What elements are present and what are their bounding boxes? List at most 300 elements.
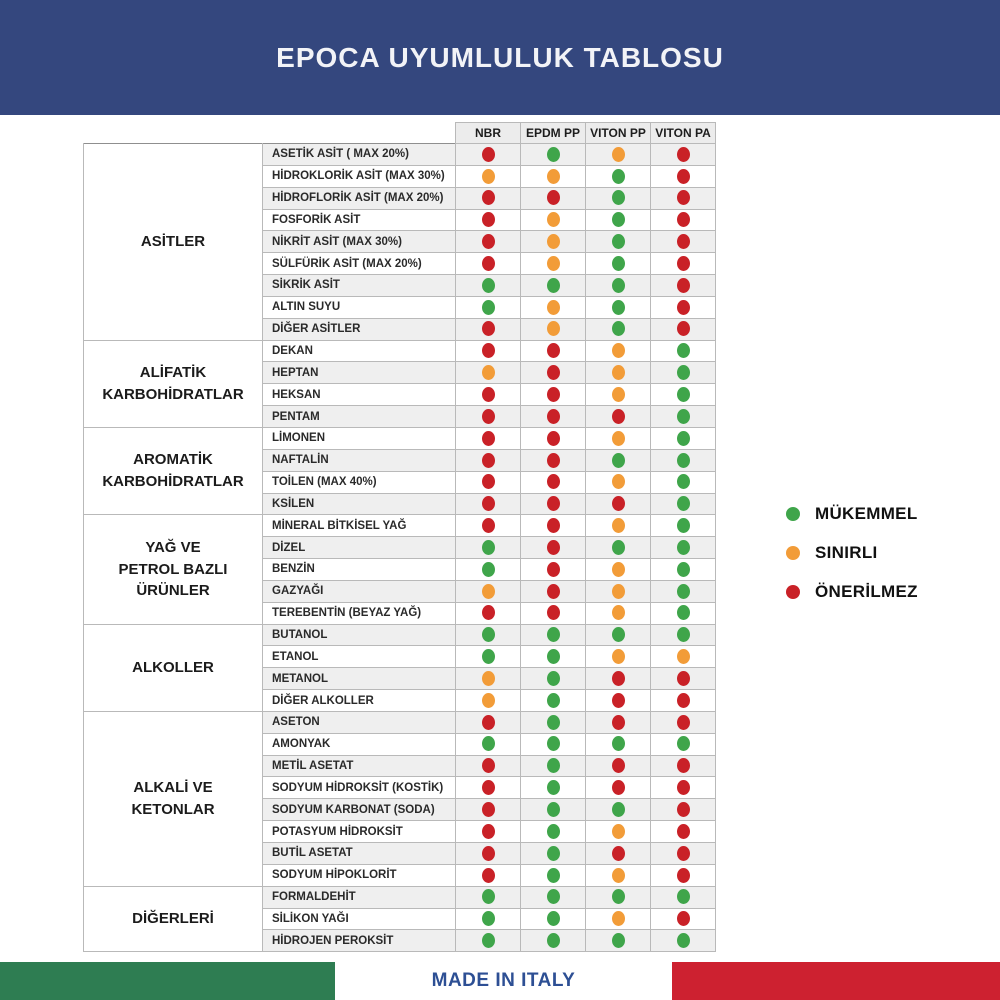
category-label: KARBOHİDRATLAR (102, 473, 244, 491)
compat-dot-orange (612, 824, 625, 839)
compat-dot-red (547, 584, 560, 599)
legend-item (786, 543, 918, 563)
compat-dot-red (547, 474, 560, 489)
compat-dot-red (547, 605, 560, 620)
compatibility-cell (651, 406, 716, 428)
legend-dot-orange (786, 546, 800, 560)
compatibility-cell (456, 821, 521, 843)
compatibility-cell (651, 493, 716, 515)
compat-dot-red (482, 343, 495, 358)
compatibility-cell (521, 384, 586, 406)
category-cell (84, 515, 263, 624)
compat-dot-green (677, 343, 690, 358)
compat-dot-red (482, 715, 495, 730)
chemical-name-cell: SİLİKON YAĞI (263, 908, 456, 930)
compat-dot-green (677, 474, 690, 489)
compatibility-cell (456, 602, 521, 624)
compatibility-cell (586, 559, 651, 581)
compat-dot-green (612, 933, 625, 948)
compatibility-cell (521, 843, 586, 865)
compat-dot-orange (482, 584, 495, 599)
compat-dot-green (612, 300, 625, 315)
legend-item (786, 504, 918, 524)
compatibility-cell (456, 493, 521, 515)
chemical-name-cell: HİDROFLORİK ASİT (MAX 20%) (263, 187, 456, 209)
legend-item (786, 582, 918, 602)
compatibility-cell (651, 515, 716, 537)
compatibility-cell (586, 821, 651, 843)
compat-dot-red (547, 540, 560, 555)
compatibility-cell (456, 209, 521, 231)
compat-dot-green (612, 190, 625, 205)
compatibility-cell (586, 253, 651, 275)
header-spacer-category (84, 123, 263, 144)
compat-dot-orange (612, 911, 625, 926)
compat-dot-red (677, 278, 690, 293)
compat-dot-green (482, 562, 495, 577)
compatibility-cell (456, 886, 521, 908)
compat-dot-green (547, 933, 560, 948)
compatibility-cell (521, 493, 586, 515)
compat-dot-red (547, 431, 560, 446)
compatibility-cell (651, 602, 716, 624)
compat-dot-green (612, 234, 625, 249)
chemical-name-cell: ETANOL (263, 646, 456, 668)
chemical-name-cell: BUTANOL (263, 624, 456, 646)
header-spacer-chemical (263, 123, 456, 144)
category-label: AROMATİK (133, 451, 213, 469)
compatibility-cell (651, 690, 716, 712)
compatibility-cell (586, 275, 651, 297)
compatibility-cell (456, 427, 521, 449)
compatibility-cell (456, 711, 521, 733)
compatibility-cell (521, 908, 586, 930)
table-row (84, 427, 716, 449)
made-in-italy-label: MADE IN ITALY (335, 962, 672, 1000)
compatibility-cell (456, 275, 521, 297)
compat-dot-green (547, 693, 560, 708)
compatibility-cell (456, 580, 521, 602)
compatibility-cell (651, 711, 716, 733)
chemical-name-cell: METİL ASETAT (263, 755, 456, 777)
compatibility-cell (651, 864, 716, 886)
compatibility-cell (586, 144, 651, 166)
compatibility-cell (456, 843, 521, 865)
compatibility-cell (586, 886, 651, 908)
compat-dot-green (612, 278, 625, 293)
compat-dot-red (547, 562, 560, 577)
compat-dot-green (677, 387, 690, 402)
compatibility-cell (456, 187, 521, 209)
compat-dot-orange (612, 343, 625, 358)
compat-dot-red (612, 671, 625, 686)
compat-dot-red (612, 715, 625, 730)
compat-dot-orange (677, 649, 690, 664)
category-label: ASİTLER (140, 232, 206, 250)
compat-dot-green (677, 605, 690, 620)
compatibility-cell (456, 253, 521, 275)
compat-dot-red (482, 474, 495, 489)
category-label: ALKOLLER (132, 658, 214, 676)
compatibility-cell (586, 231, 651, 253)
compatibility-cell (651, 908, 716, 930)
compat-dot-green (677, 431, 690, 446)
compat-dot-red (612, 780, 625, 795)
compatibility-cell (586, 755, 651, 777)
compat-dot-green (547, 802, 560, 817)
compat-dot-red (482, 409, 495, 424)
compat-dot-red (677, 693, 690, 708)
compat-dot-red (547, 496, 560, 511)
compat-dot-green (547, 780, 560, 795)
compat-dot-red (677, 758, 690, 773)
compatibility-cell (456, 864, 521, 886)
compatibility-cell (586, 296, 651, 318)
compat-dot-green (482, 911, 495, 926)
compat-dot-red (677, 671, 690, 686)
chemical-name-cell: SODYUM KARBONAT (SODA) (263, 799, 456, 821)
column-header-nbr: NBR (456, 123, 521, 144)
category-cell (84, 427, 263, 514)
compat-dot-orange (547, 234, 560, 249)
compat-dot-red (677, 234, 690, 249)
chemical-name-cell: SODYUM HİDROKSİT (KOSTİK) (263, 777, 456, 799)
compatibility-cell (586, 427, 651, 449)
chemical-name-cell: FOSFORİK ASİT (263, 209, 456, 231)
compat-dot-orange (612, 147, 625, 162)
compatibility-cell (586, 537, 651, 559)
compat-dot-red (612, 496, 625, 511)
compat-dot-red (482, 605, 495, 620)
compatibility-cell (521, 668, 586, 690)
table-row (84, 711, 716, 733)
compatibility-cell (521, 777, 586, 799)
compat-dot-green (612, 802, 625, 817)
compatibility-cell (586, 777, 651, 799)
legend-label: MÜKEMMEL (815, 504, 918, 523)
compatibility-cell (521, 537, 586, 559)
compatibility-cell (456, 406, 521, 428)
compat-dot-red (482, 868, 495, 883)
compatibility-cell (651, 559, 716, 581)
compat-dot-red (677, 212, 690, 227)
compat-dot-red (482, 518, 495, 533)
compatibility-cell (521, 340, 586, 362)
compatibility-cell (586, 580, 651, 602)
compatibility-cell (586, 340, 651, 362)
compatibility-cell (651, 821, 716, 843)
compat-dot-orange (612, 649, 625, 664)
compatibility-cell (586, 799, 651, 821)
compat-dot-green (677, 518, 690, 533)
compatibility-cell (651, 209, 716, 231)
compatibility-cell (651, 187, 716, 209)
compatibility-cell (651, 624, 716, 646)
chemical-name-cell: AMONYAK (263, 733, 456, 755)
compat-dot-red (482, 212, 495, 227)
compat-dot-green (547, 736, 560, 751)
compat-dot-green (482, 933, 495, 948)
compat-dot-green (612, 540, 625, 555)
compatibility-cell (456, 908, 521, 930)
compat-dot-green (482, 649, 495, 664)
chemical-name-cell: GAZYAĞI (263, 580, 456, 602)
table-row (84, 515, 716, 537)
italy-flag-red-stripe (672, 962, 1000, 1000)
compatibility-table (83, 122, 716, 952)
legend-label: ÖNERİLMEZ (815, 582, 918, 601)
category-label: KETONLAR (131, 800, 215, 818)
compatibility-cell (586, 624, 651, 646)
compat-dot-orange (482, 365, 495, 380)
chemical-name-cell: DİZEL (263, 537, 456, 559)
category-cell (84, 144, 263, 341)
compatibility-cell (521, 144, 586, 166)
compat-dot-green (612, 453, 625, 468)
chemical-name-cell: POTASYUM HİDROKSİT (263, 821, 456, 843)
compat-dot-orange (612, 605, 625, 620)
compatibility-cell (521, 471, 586, 493)
compat-dot-green (677, 453, 690, 468)
legend-dot-red (786, 585, 800, 599)
compatibility-cell (651, 165, 716, 187)
compatibility-cell (456, 537, 521, 559)
compat-dot-red (677, 256, 690, 271)
legend (786, 504, 918, 621)
chemical-name-cell: HİDROKLORİK ASİT (MAX 30%) (263, 165, 456, 187)
compatibility-cell (521, 580, 586, 602)
compatibility-cell (456, 362, 521, 384)
compatibility-cell (586, 493, 651, 515)
compat-dot-green (677, 365, 690, 380)
compat-dot-green (547, 846, 560, 861)
compatibility-cell (586, 384, 651, 406)
category-cell (84, 624, 263, 711)
column-header-viton-pp: VITON PP (586, 123, 651, 144)
compat-dot-red (612, 409, 625, 424)
compat-dot-green (677, 562, 690, 577)
compat-dot-red (677, 147, 690, 162)
category-cell (84, 711, 263, 886)
compat-dot-orange (482, 693, 495, 708)
compatibility-cell (521, 515, 586, 537)
compatibility-cell (456, 144, 521, 166)
compat-dot-green (482, 540, 495, 555)
compatibility-cell (586, 930, 651, 952)
compatibility-cell (456, 165, 521, 187)
chemical-name-cell: NİKRİT ASİT (MAX 30%) (263, 231, 456, 253)
compat-dot-orange (612, 474, 625, 489)
compatibility-cell (456, 340, 521, 362)
compat-dot-green (482, 300, 495, 315)
chemical-name-cell: DİĞER ALKOLLER (263, 690, 456, 712)
table-row (84, 886, 716, 908)
compatibility-cell (586, 843, 651, 865)
chemical-name-cell: TEREBENTİN (BEYAZ YAĞ) (263, 602, 456, 624)
category-label: ALKALİ VE (133, 779, 213, 797)
compat-dot-red (482, 453, 495, 468)
compat-dot-red (482, 824, 495, 839)
compatibility-cell (651, 362, 716, 384)
compatibility-cell (521, 646, 586, 668)
compatibility-cell (651, 646, 716, 668)
compat-dot-green (482, 736, 495, 751)
compatibility-cell (651, 231, 716, 253)
category-cell (84, 886, 263, 952)
table-header-row (84, 123, 716, 144)
chemical-name-cell: ALTIN SUYU (263, 296, 456, 318)
compatibility-cell (521, 799, 586, 821)
compat-dot-orange (547, 169, 560, 184)
compatibility-cell (521, 864, 586, 886)
category-label: DİĞERLERİ (132, 910, 214, 928)
table-header (84, 123, 716, 144)
compatibility-cell (586, 449, 651, 471)
chemical-name-cell: HİDROJEN PEROKSİT (263, 930, 456, 952)
chemical-name-cell: FORMALDEHİT (263, 886, 456, 908)
compatibility-cell (651, 144, 716, 166)
category-label: ALİFATİK (139, 364, 207, 382)
compat-dot-red (677, 715, 690, 730)
chemical-name-cell: ASETİK ASİT ( MAX 20%) (263, 144, 456, 166)
compat-dot-red (482, 256, 495, 271)
compatibility-cell (651, 799, 716, 821)
compat-dot-red (547, 409, 560, 424)
compatibility-cell (651, 253, 716, 275)
compatibility-cell (521, 733, 586, 755)
chemical-name-cell: DEKAN (263, 340, 456, 362)
chemical-name-cell: SODYUM HİPOKLORİT (263, 864, 456, 886)
compatibility-cell (456, 515, 521, 537)
chemical-name-cell: HEKSAN (263, 384, 456, 406)
compat-dot-red (677, 802, 690, 817)
compatibility-cell (521, 318, 586, 340)
compatibility-cell (521, 275, 586, 297)
compat-dot-red (482, 387, 495, 402)
compat-dot-green (677, 409, 690, 424)
compat-dot-green (677, 496, 690, 511)
compat-dot-red (547, 387, 560, 402)
compat-dot-green (547, 671, 560, 686)
compatibility-cell (521, 209, 586, 231)
compatibility-cell (651, 275, 716, 297)
compatibility-cell (521, 231, 586, 253)
compatibility-cell (586, 864, 651, 886)
compat-dot-green (677, 627, 690, 642)
compatibility-cell (651, 340, 716, 362)
chemical-name-cell: NAFTALİN (263, 449, 456, 471)
compat-dot-red (482, 190, 495, 205)
chemical-name-cell: DİĞER ASİTLER (263, 318, 456, 340)
compat-dot-green (547, 889, 560, 904)
compat-dot-red (482, 321, 495, 336)
compatibility-cell (651, 886, 716, 908)
compatibility-cell (651, 777, 716, 799)
compat-dot-green (612, 169, 625, 184)
compat-dot-red (547, 453, 560, 468)
compat-dot-green (677, 584, 690, 599)
compat-dot-green (612, 889, 625, 904)
compatibility-cell (456, 231, 521, 253)
compat-dot-red (612, 758, 625, 773)
compat-dot-orange (547, 321, 560, 336)
chemical-name-cell: MİNERAL BİTKİSEL YAĞ (263, 515, 456, 537)
compatibility-cell (651, 733, 716, 755)
compat-dot-red (482, 147, 495, 162)
compat-dot-green (612, 321, 625, 336)
compatibility-cell (521, 624, 586, 646)
compat-dot-green (482, 627, 495, 642)
compat-dot-green (677, 736, 690, 751)
compat-dot-red (612, 693, 625, 708)
compat-dot-orange (612, 584, 625, 599)
chemical-name-cell: HEPTAN (263, 362, 456, 384)
compatibility-cell (651, 537, 716, 559)
compat-dot-green (612, 736, 625, 751)
compatibility-cell (456, 471, 521, 493)
compat-dot-orange (612, 868, 625, 883)
compat-dot-green (547, 758, 560, 773)
compatibility-cell (586, 406, 651, 428)
chemical-name-cell: KSİLEN (263, 493, 456, 515)
chemical-name-cell: METANOL (263, 668, 456, 690)
compat-dot-green (547, 911, 560, 926)
compat-dot-orange (482, 671, 495, 686)
compatibility-cell (586, 668, 651, 690)
compatibility-cell (456, 449, 521, 471)
compatibility-cell (521, 559, 586, 581)
column-header-viton-pa: VITON PA (651, 123, 716, 144)
compat-dot-red (677, 169, 690, 184)
category-label: ÜRÜNLER (136, 582, 210, 600)
category-label: YAĞ VE (145, 538, 201, 556)
compatibility-cell (456, 799, 521, 821)
compat-dot-red (547, 343, 560, 358)
compatibility-cell (586, 602, 651, 624)
compat-dot-red (677, 300, 690, 315)
compatibility-cell (651, 318, 716, 340)
compatibility-cell (521, 296, 586, 318)
legend-dot-green (786, 507, 800, 521)
compatibility-cell (586, 471, 651, 493)
compat-dot-red (547, 365, 560, 380)
compatibility-cell (586, 515, 651, 537)
compat-dot-green (547, 715, 560, 730)
compat-dot-orange (547, 300, 560, 315)
compatibility-cell (456, 624, 521, 646)
compat-dot-red (677, 846, 690, 861)
compatibility-cell (651, 580, 716, 602)
compat-dot-red (677, 824, 690, 839)
compatibility-cell (651, 843, 716, 865)
table-body (84, 144, 716, 952)
compat-dot-green (612, 627, 625, 642)
compat-dot-green (547, 868, 560, 883)
compat-dot-red (482, 758, 495, 773)
italy-flag-green-stripe (0, 962, 335, 1000)
compat-dot-green (482, 278, 495, 293)
compatibility-cell (456, 646, 521, 668)
compatibility-cell (651, 755, 716, 777)
compatibility-cell (586, 165, 651, 187)
chemical-name-cell: SİKRİK ASİT (263, 275, 456, 297)
compatibility-cell (521, 690, 586, 712)
title-banner (0, 0, 1000, 115)
compatibility-cell (586, 908, 651, 930)
column-header-epdm-pp: EPDM PP (521, 123, 586, 144)
compatibility-cell (651, 296, 716, 318)
compatibility-cell (521, 886, 586, 908)
